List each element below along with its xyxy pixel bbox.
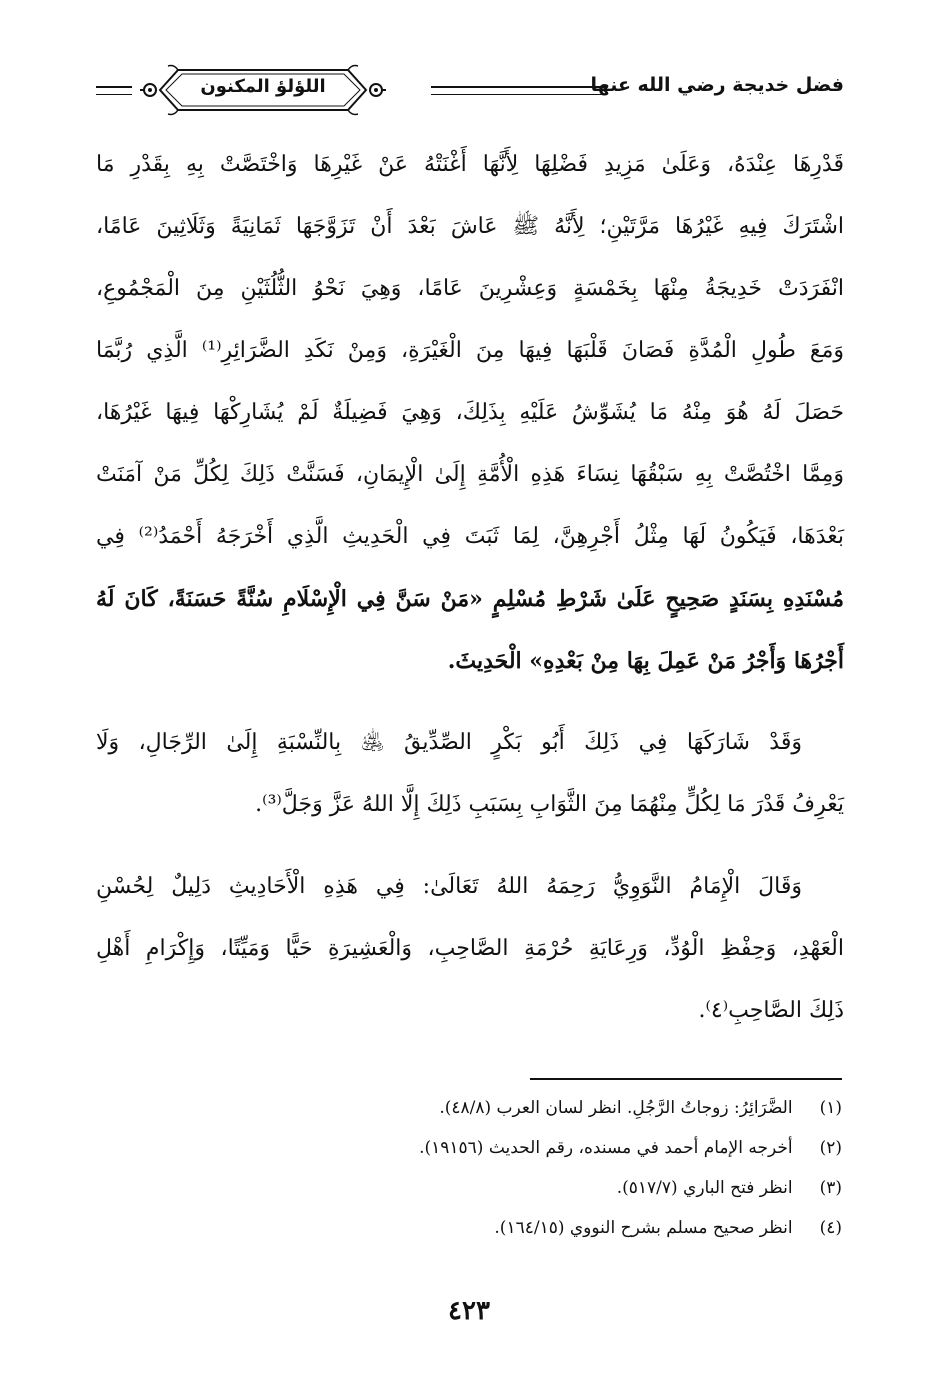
page-number: ٤٢٣: [448, 1296, 490, 1326]
footnote-text: انظر فتح الباري (٥١٧/٧).: [616, 1178, 793, 1198]
footnote-text: الضَّرَائِرُ: زوجاتُ الرَّجُلِ. انظر لسان العرب (٤٨/٨).: [439, 1098, 793, 1118]
footnote-text: انظر صحيح مسلم بشرح النووي (١٦٤/١٥).: [494, 1218, 793, 1238]
text-line-hadith: أَجْرُهَا وَأَجْرُ مَنْ عَمِلَ بِهَا مِنْ بَعْدِهِ» الْحَدِيثَ.: [447, 648, 844, 674]
footnote-separator: [530, 1078, 842, 1080]
footnote-number: (١): [819, 1098, 842, 1118]
paragraph: [96, 856, 844, 1042]
text-line: الْعَهْدِ، وَحِفْظِ الْوُدِّ، وَرِعَايَةِ حُرْمَةِ الصَّاحِبِ، وَالْعَشِيرَةِ حَيًّا وَمَيِّتًا، وَإِكْرَامِ أَهْلِ: [96, 936, 844, 961]
book-title: اللؤلؤ المكنون: [200, 76, 326, 97]
footnote-text: أخرجه الإمام أحمد في مسنده، رقم الحديث (١٩١٥٦).: [419, 1138, 793, 1158]
footnotes: [94, 1088, 842, 1248]
paragraph: [96, 712, 844, 836]
text-line-hadith: مُسْنَدِهِ بِسَنَدٍ صَحِيحٍ عَلَىٰ شَرْطِ مُسْلِمٍ «مَنْ سَنَّ فِي الْإِسْلَامِ سُنَّةً حَسَنَةً، كَانَ لَهُ: [96, 586, 844, 612]
text-line: قَدْرِهَا عِنْدَهُ، وَعَلَىٰ مَزِيدِ فَضْلِهَا لِأَنَّهَا أَغْنَتْهُ عَنْ غَيْرِهَا وَاخْتَصَّتْ بِهِ بِقَدْرِ مَا: [96, 152, 844, 177]
text-line: بَعْدَهَا، فَيَكُونُ لَهَا مِثْلُ أَجْرِهِنَّ، لِمَا ثَبَتَ فِي الْحَدِيثِ الَّذِي أَخْرَجَهُ أَحْمَدُ⁽²⁾ فِي: [96, 524, 845, 549]
header-rule-left: [96, 86, 132, 95]
running-header: [96, 62, 844, 120]
footnote: [94, 1208, 842, 1248]
text-line: اشْتَرَكَ فِيهِ غَيْرُهَا مَرَّتَيْنِ؛ لِأَنَّهُ ﷺ عَاشَ بَعْدَ أَنْ تَزَوَّجَهَا ثَمَانِيَةً وَثَلَاثِينَ عَامًا،: [96, 214, 844, 239]
paragraph: [96, 134, 844, 692]
body-text: [96, 134, 844, 1042]
text-line: يَعْرِفُ قَدْرَ مَا لِكُلٍّ مِنْهُمَا مِنَ الثَّوَابِ بِسَبَبِ ذَلِكَ إِلَّا اللهُ عَزَّ وَجَلَّ⁽³⁾.: [255, 792, 844, 817]
footnote-number: (٢): [819, 1138, 842, 1158]
text-line: حَصَلَ لَهُ هُوَ مِنْهُ مَا يُشَوِّشُ عَلَيْهِ بِذَلِكَ، وَهِيَ فَضِيلَةٌ لَمْ يُشَارِكْهَا فِيهَا غَيْرُهَا،: [96, 400, 844, 425]
text-line: وَمِمَّا اخْتُصَّتْ بِهِ سَبْقُهَا نِسَاءَ هَذِهِ الْأُمَّةِ إِلَىٰ الْإِيمَانِ، فَسَنَّتْ ذَلِكَ لِكُلِّ مَنْ آمَنَتْ: [96, 462, 844, 487]
header-rule-right: [431, 86, 606, 95]
footnote: [94, 1088, 842, 1128]
text-line: انْفَرَدَتْ خَدِيجَةُ مِنْهَا بِخَمْسَةٍ وَعِشْرِينَ عَامًا، وَهِيَ نَحْوُ الثُّلُثَيْنِ مِنَ الْمَجْمُوعِ،: [96, 276, 844, 301]
footnote-number: (٣): [819, 1178, 842, 1198]
chapter-title: فضل خديجة رضي الله عنها: [590, 74, 844, 96]
footnote: [94, 1168, 842, 1208]
book-title-badge: [138, 62, 388, 118]
text-line: ذَلِكَ الصَّاحِبِ⁽٤⁾.: [698, 998, 844, 1023]
text-line: وَقَدْ شَارَكَهَا فِي ذَلِكَ أَبُو بَكْرٍ الصِّدِّيقُ ﵁ بِالنِّسْبَةِ إِلَىٰ الرِّجَالِ، وَلَا: [96, 730, 802, 755]
text-line: وَقَالَ الْإِمَامُ النَّوَوِيُّ رَحِمَهُ اللهُ تَعَالَىٰ: فِي هَذِهِ الْأَحَادِيثِ دَلِيلٌ لِحُسْنِ: [96, 874, 802, 899]
text-line: وَمَعَ طُولِ الْمُدَّةِ فَصَانَ قَلْبَهَا فِيهَا مِنَ الْغَيْرَةِ، وَمِنْ نَكَدِ الضَّرَائِرِ⁽¹⁾ الَّذِي رُبَّمَا: [96, 338, 844, 363]
footnote-number: (٤): [819, 1218, 842, 1238]
footnote: [94, 1128, 842, 1168]
